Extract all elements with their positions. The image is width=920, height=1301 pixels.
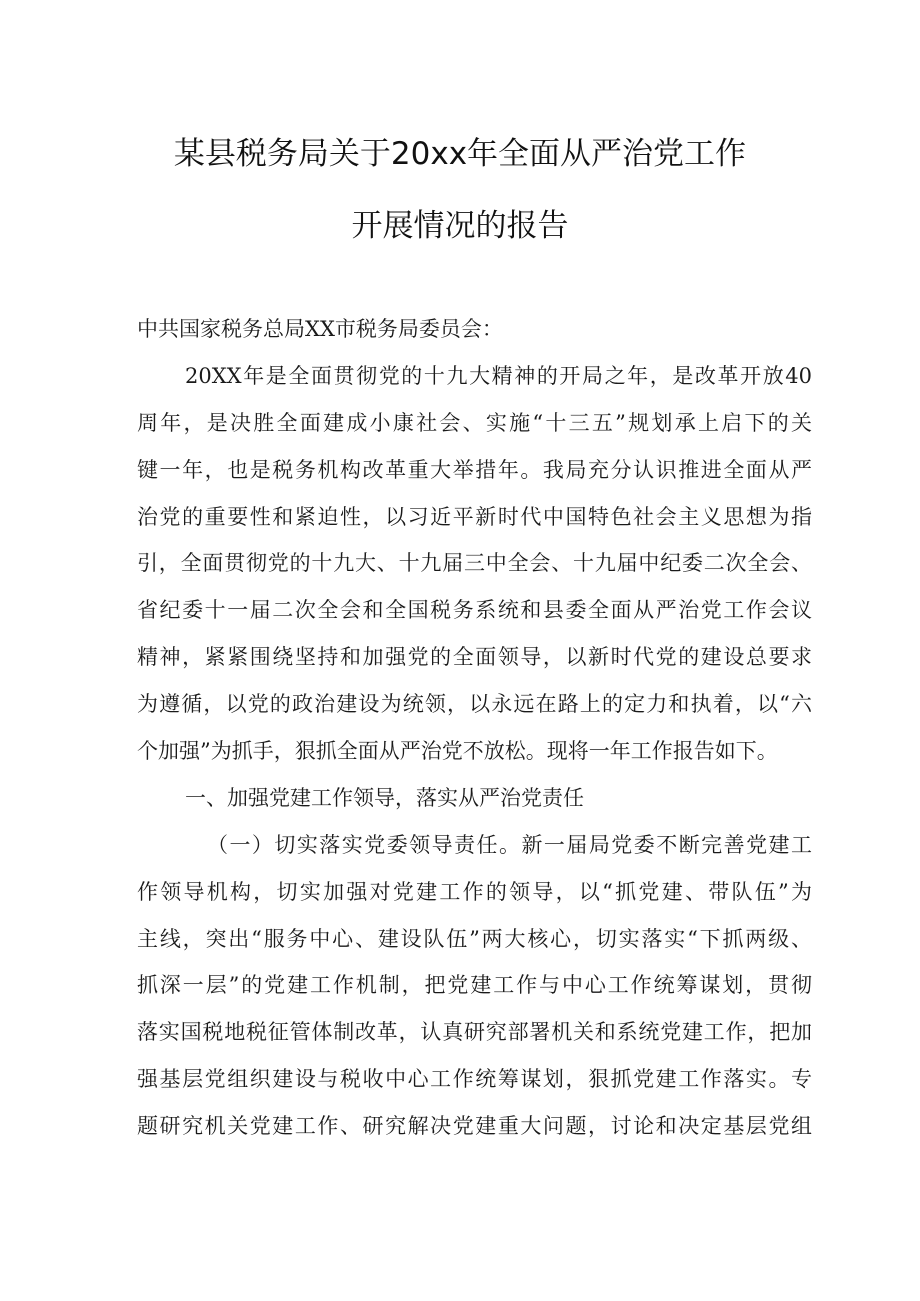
paragraph-2-line: （一）切实落实党委领导责任。新一届局党委不断完善党建工 — [207, 832, 812, 857]
paragraph-2-line: 作领导机构，切实加强对党建工作的领导，以“抓党建、带队伍”为 — [137, 879, 812, 904]
paragraph-2-line: 强基层党组织建设与税收中心工作统筹谋划，狠抓党建工作落实。专 — [137, 1067, 812, 1092]
document-title-line-1: 某县税务局关于20xx年全面从严治党工作 — [173, 136, 747, 172]
salutation: 中共国家税务总局XX市税务局委员会： — [137, 317, 503, 341]
paragraph-1-line: 精神，紧紧围绕坚持和加强党的全面领导，以新时代党的建设总要求 — [137, 645, 812, 670]
paragraph-2-line: 题研究机关党建工作、研究解决党建重大问题，讨论和决定基层党组 — [137, 1114, 812, 1139]
document-title-line-2: 开展情况的报告 — [351, 208, 569, 244]
paragraph-2-line: 主线，突出“服务中心、建设队伍”两大核心，切实落实“下抓两级、 — [137, 926, 812, 951]
paragraph-1-line: 治党的重要性和紧迫性，以习近平新时代中国特色社会主义思想为指 — [137, 504, 812, 529]
section-1-heading: 一、加强党建工作领导，落实从严治党责任 — [185, 785, 584, 810]
paragraph-1-line: 键一年，也是税务机构改革重大举措年。我局充分认识推进全面从严 — [137, 457, 812, 482]
paragraph-1-line: 省纪委十一届二次全会和全国税务系统和县委全面从严治党工作会议 — [137, 598, 812, 623]
paragraph-1-line: 为遵循，以党的政治建设为统领，以永远在路上的定力和执着，以“六 — [137, 692, 812, 717]
paragraph-1-line: 周年，是决胜全面建成小康社会、实施“十三五”规划承上启下的关 — [137, 410, 812, 435]
paragraph-1-line: 个加强”为抓手，狠抓全面从严治党不放松。现将一年工作报告如下。 — [137, 739, 778, 764]
paragraph-2-line: 落实国税地税征管体制改革，认真研究部署机关和系统党建工作，把加 — [137, 1020, 812, 1045]
document-body — [137, 306, 812, 1150]
paragraph-1-line: 引，全面贯彻党的十九大、十九届三中全会、十九届中纪委二次全会、 — [137, 551, 812, 576]
paragraph-2-line: 抓深一层”的党建工作机制，把党建工作与中心工作统筹谋划，贯彻 — [137, 973, 812, 998]
paragraph-1-line: 20XX年是全面贯彻党的十九大精神的开局之年，是改革开放40 — [185, 363, 812, 388]
